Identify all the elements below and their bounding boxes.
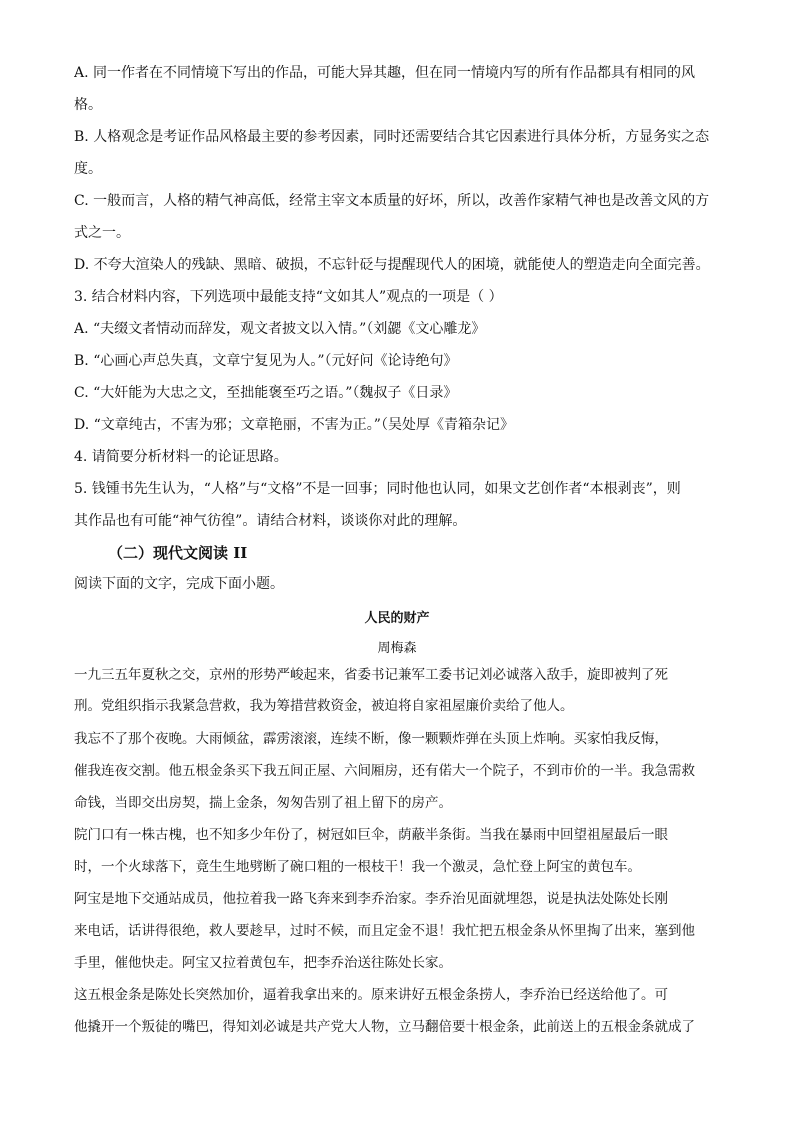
story-line: 一九三五年夏秋之交，京州的形势严峻起来，省委书记兼军工委书记刘必诚落入敌手，旋即被判了死 <box>74 667 668 683</box>
story-line: 时，一个火球落下，竟生生地劈断了碗口粗的一根枝干！我一个激灵，急忙登上阿宝的黄包车。 <box>74 859 641 875</box>
question-4: 4. 请简要分析材料一的论证思路。 <box>74 449 288 465</box>
q3-option-c: C. “大奸能为大忠之文，至拙能褒至巧之语。”（魏叔子《日录》 <box>74 385 458 401</box>
story-title: 人民的财产 <box>364 611 430 626</box>
option-d-line: D. 不夸大渲染人的残缺、黑暗、破损，不忘针砭与提醒现代人的困境，就能使人的塑造走向全面完善。 <box>74 257 710 273</box>
q3-option-b: B. “心画心声总失真，文章宁复见为人。”（元好问《论诗绝句》 <box>74 353 458 369</box>
section-heading: （二）现代文阅读 II <box>108 544 248 562</box>
story-line: 他撬开一个叛徒的嘴巴，得知刘必诚是共产党大人物，立马翻倍要十根金条，此前送上的五根金条就成了 <box>74 1019 695 1035</box>
option-b-line-2: 度。 <box>74 161 102 177</box>
q3-option-a: A. “夫缀文者情动而辞发，观文者披文以入情。”（刘勰《文心雕龙》 <box>74 321 486 337</box>
story-line: 院门口有一株古槐，也不知多少年份了，树冠如巨伞，荫蔽半条街。当我在暴雨中回望祖屋最后一眼 <box>74 827 668 843</box>
story-line: 命钱，当即交出房契，揣上金条，匆匆告别了祖上留下的房产。 <box>74 795 452 811</box>
story-line: 这五根金条是陈处长突然加价，逼着我拿出来的。原来讲好五根金条捞人，李乔治已经送给他了。可 <box>74 987 668 1003</box>
question-5-line-1: 5. 钱锺书先生认为，“人格”与“文格”不是一回事；同时他也认同，如果文艺创作者“本根剥丧”，则 <box>74 481 681 497</box>
story-line: 我忘不了那个夜晚。大雨倾盆，霹雳滚滚，连续不断，像一颗颗炸弹在头顶上炸响。买家怕我反悔， <box>74 731 668 747</box>
story-line: 手里，催他快走。阿宝又拉着黄包车，把李乔治送往陈处长家。 <box>74 955 452 971</box>
option-c-line-2: 式之一。 <box>74 225 130 241</box>
option-a-line-2: 格。 <box>74 97 102 113</box>
question-5-line-2: 其作品也有可能“神气彷徨”。请结合材料，谈谈你对此的理解。 <box>74 513 467 529</box>
option-b-line-1: B. 人格观念是考证作品风格最主要的参考因素，同时还需要结合其它因素进行具体分析，方显务实之态 <box>74 129 710 145</box>
reading-instruction: 阅读下面的文字，完成下面小题。 <box>74 576 284 592</box>
story-line: 来电话，话讲得很绝，救人要趁早，过时不候，而且定金不退！我忙把五根金条从怀里掏了出来，塞到他 <box>74 923 695 939</box>
q3-option-d: D. “文章纯古，不害为邪；文章艳丽，不害为正。”（吴处厚《青箱杂记》 <box>74 417 514 433</box>
story-author: 周梅森 <box>377 641 417 656</box>
option-a-line-1: A. 同一作者在不同情境下写出的作品，可能大异其趣，但在同一情境内写的所有作品都具有相同的风 <box>74 65 696 81</box>
option-c-line-1: C. 一般而言，人格的精气神高低，经常主宰文本质量的好坏，所以，改善作家精气神也是改善文风的方 <box>74 193 710 209</box>
story-line: 刑。党组织指示我紧急营救，我为筹措营救资金，被迫将自家祖屋廉价卖给了他人。 <box>74 698 574 714</box>
story-line: 催我连夜交割。他五根金条买下我五间正屋、六间厢房，还有偌大一个院子，不到市价的一半。我急需救 <box>74 763 695 779</box>
story-line: 阿宝是地下交通站成员，他拉着我一路飞奔来到李乔治家。李乔治见面就埋怨，说是执法处陈处长刚 <box>74 891 668 907</box>
question-3: 3. 结合材料内容，下列选项中最能支持“文如其人”观点的一项是（ ） <box>74 289 503 305</box>
